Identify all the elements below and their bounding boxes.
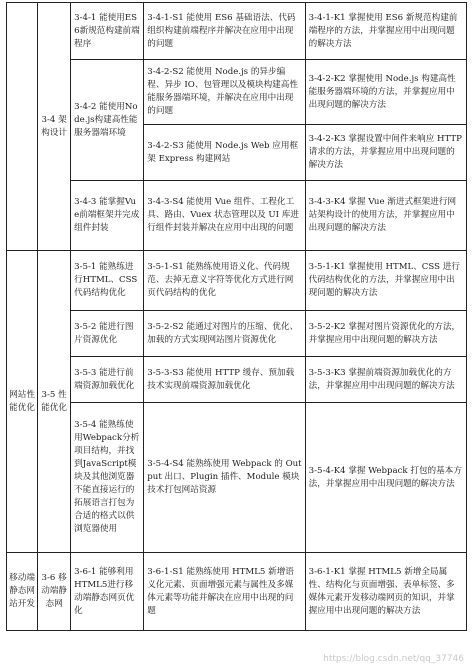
skill-cell: 3-6-1 能够利用HTML5进行移动端静态网页优化 [71,553,144,631]
group-3-4-cell: 3-4 架构设计 [38,3,71,251]
group-3-6-cell: 3-6 移动端静态网 [38,553,71,631]
knowledge-cell: 3-5-3-K3 掌握前端资源加载优化的方法，并掌握应用中出现问题的解决方法 [305,357,466,403]
skill-cell: 3-5-4 能熟练使用Webpack分析项目结构，并找到JavaScript模块及其他浏览器不能直接运行的拓展语言打包为合适的格式以供浏览器使用 [71,403,144,553]
skill-cell: 3-5-1 能熟练进行HTML、CSS代码结构优化 [71,251,144,311]
category-cell: 移动端静态网站开发 [7,553,38,631]
requirements-table [6,2,467,631]
knowledge-cell: 3-4-2-K2 掌握使用 Node.js 构建高性能服务器端环境的方法，并掌握应用中出现问题的解决方法 [305,60,466,125]
skill-cell: 3-5-2 能进行图片资源优化 [71,311,144,357]
skill-detail-cell: 3-4-1-S1 能使用 ES6 基础语法、代码组织构建前端程序并解决在应用中出现的问题 [144,3,305,60]
skill-detail-cell: 3-5-4-S4 能熟练使用 Webpack 的 Output 出口、Plugin 插件、Module 模块技术打包网站资源 [144,403,305,553]
skill-cell: 3-4-2 能使用Node.js构建高性能服务器端环境 [71,60,144,181]
skill-detail-cell: 3-4-2-S3 能使用 Node.js Web 应用框架 Express 构建网站 [144,125,305,181]
skill-cell: 3-4-1 能使用ES6新规范构建前端程序 [71,3,144,60]
knowledge-cell: 3-5-2-K2 掌握对图片资源优化的方法，并掌握应用中出现问题的解决方法 [305,311,466,357]
skill-cell: 3-4-3 能掌握Vue前端框架并完成组件封装 [71,181,144,251]
knowledge-cell: 3-4-1-K1 掌握使用 ES6 新规范构建前端程序的方法，并掌握应用中出现问题的解决方法 [305,3,466,60]
skill-detail-cell: 3-4-2-S2 能使用 Node.js 的异步编程、异步 IO、包管理以及模块构建高性能服务器端环境，并解决在应用中出现的问题 [144,60,305,125]
knowledge-cell: 3-6-1-K1 掌握 HTML5 新增全局属性、结构化与页面增强、表单标签、多媒体元素开发移动端网页的知识，并掌握应用中出现问题的解决方法 [305,553,466,631]
group-3-5-cell: 3-5 性能优化 [38,251,71,553]
skill-detail-cell: 3-4-3-S4 能使用 Vue 组件、工程化工具、路由、Vuex 状态管理以及 UI 库进行组件封装并解决在应用中出现的问题 [144,181,305,251]
skill-cell: 3-5-3 能进行前端资源加载优化 [71,357,144,403]
knowledge-cell: 3-5-1-K1 掌握使用 HTML、CSS 进行代码结构优化的方法，并掌握应用中出现问题的解决方法 [305,251,466,311]
category-cell [7,3,38,251]
category-cell: 网站性能优化 [7,251,38,553]
skill-detail-cell: 3-5-2-S2 能通过对图片的压缩、优化、加载的方式实现网站图片资源优化 [144,311,305,357]
skill-detail-cell: 3-5-3-S3 能使用 HTTP 缓存、预加载技术实现前端资源加载优化 [144,357,305,403]
skill-detail-cell: 3-5-1-S1 能熟练使用语义化、代码规范、去掉无意义字符等优化方式进行网页代码结构的优化 [144,251,305,311]
skill-detail-cell: 3-6-1-S1 能熟练使用 HTML5 新增语义化元素、页面增强元素与属性及多媒体元素等功能并解决在应用中出现的问题 [144,553,305,631]
knowledge-cell: 3-4-2-K3 掌握设置中间件来响应 HTTP 请求的方法，并掌握应用中出现问题的解决方法 [305,125,466,181]
watermark: https://blog.csdn.net/qq_37746 [323,654,464,664]
knowledge-cell: 3-5-4-K4 掌握 Webpack 打包的基本方法，并掌握应用中出现问题的解决方法 [305,403,466,553]
knowledge-cell: 3-4-3-K4 掌握 Vue 渐进式框架进行网站架构设计的使用方法，并掌握应用中出现问题的解决方法 [305,181,466,251]
